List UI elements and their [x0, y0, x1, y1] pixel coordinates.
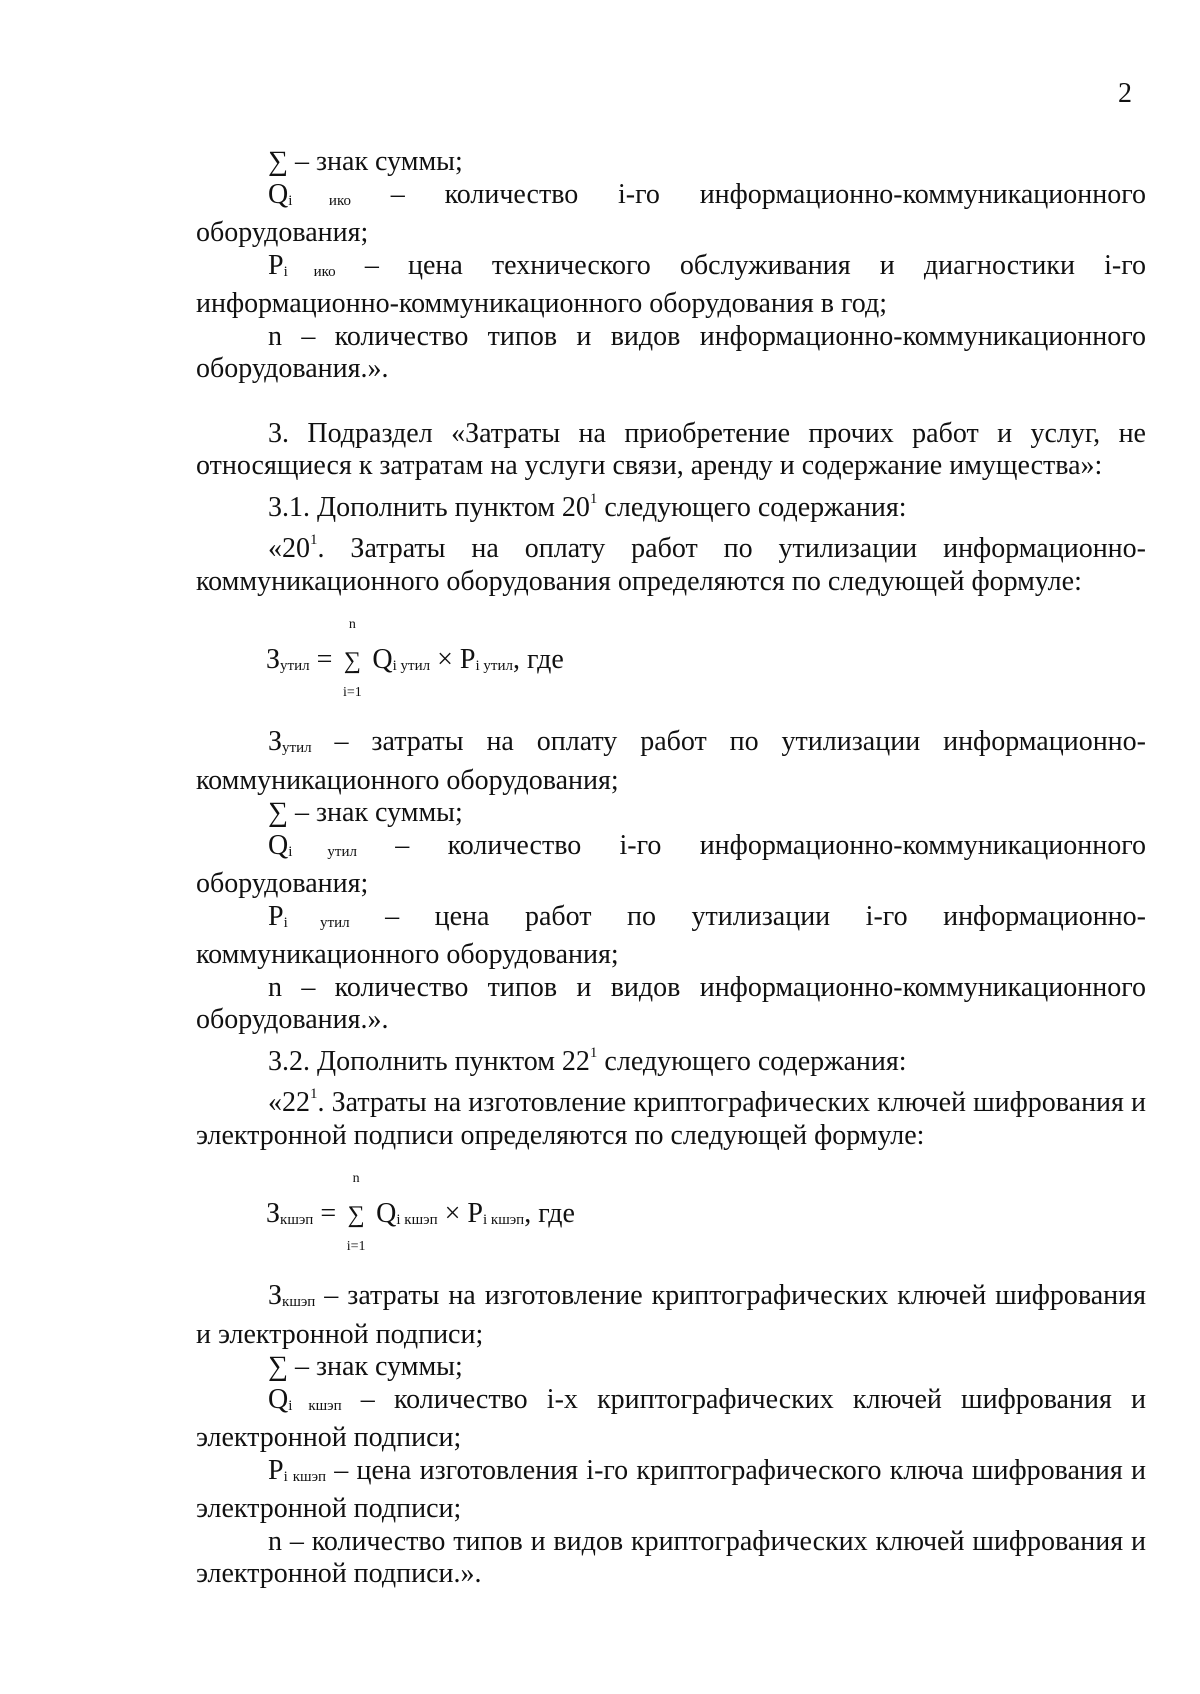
definition-p-iko: [196, 250, 1146, 321]
subsection-3-2: 3.2. Дополнить пунктом $22^1$ следующего содержания:: [268, 1044, 907, 1077]
formula-utilization: $З_{утил}$ = n ∑ i=1 $Q_{i утил} \times P_{i утил}$, где: [266, 617, 564, 700]
definition-text: – количество i-го информационно-коммуникационного оборудования;: [196, 178, 1146, 248]
definition-p-kshep: $P_{i кшэп}$ – цена изготовления i-го криптографического ключа шифрования и электронной подписи;: [196, 1454, 1146, 1524]
subsection-3-1: 3.1. Дополнить пунктом $20^1$ следующего содержания:: [268, 490, 907, 523]
p-symbol: $P_{i ико}$: [268, 249, 336, 281]
definition-n: n – количество типов и видов информационно-коммуникационного оборудования.».: [196, 320, 1146, 384]
definition-text: – цена технического обслуживания и диагностики i-го информационно-коммуникационного оборудования в год;: [196, 249, 1146, 319]
item-20-1-intro: «$20^1$. Затраты на оплату работ по утилизации информационно-коммуникационного оборудования определяются по следующей формуле:: [196, 532, 1146, 597]
definition-z-util: $З_{утил}$ – затраты на оплату работ по утилизации информационно-коммуникационного оборудования;: [196, 726, 1146, 796]
definition-sum-sign: ∑ – знак суммы;: [268, 1351, 463, 1382]
definition-n: n – количество типов и видов информационно-коммуникационного оборудования.».: [196, 971, 1146, 1035]
sigma-symbol: ∑: [268, 1351, 288, 1382]
sigma-symbol: ∑: [268, 797, 288, 828]
definition-p-util: $P_{i утил}$ – цена работ по утилизации i-го информационно-коммуникационного оборудования;: [196, 900, 1146, 970]
section-3-heading: 3. Подраздел «Затраты на приобретение прочих работ и услуг, не относящиеся к затратам на услуги связи, аренду и содержание имущества»:: [196, 417, 1146, 481]
item-22-1-intro: «$22^1$. Затраты на изготовление криптографических ключей шифрования и электронной подписи определяются по следующей формуле:: [196, 1086, 1146, 1151]
definition-q-util: $Q_{i утил}$ – количество i-го информационно-коммуникационного оборудования;: [196, 829, 1146, 899]
definition-z-kshep: $З_{кшэп}$ – затраты на изготовление криптографических ключей шифрования и электронной подписи;: [196, 1280, 1146, 1350]
page-number: 2: [1118, 78, 1132, 109]
q-symbol: $Q_{i ико}$: [268, 178, 351, 210]
sigma-symbol: ∑: [268, 146, 288, 177]
sigma-operator: n ∑ i=1: [346, 1171, 366, 1254]
definition-q-kshep: $Q_{i кшэп}$ – количество i-х криптографических ключей шифрования и электронной подписи;: [196, 1383, 1146, 1453]
formula-crypto-keys: $З_{кшэп}$ = n ∑ i=1 $Q_{i кшэп} \times P_{i кшэп}$, где: [266, 1171, 575, 1254]
definition-sum-sign: ∑ – знак суммы;: [268, 797, 463, 828]
definition-text: – знак суммы;: [287, 146, 463, 177]
sigma-operator: n ∑ i=1: [343, 617, 362, 700]
definition-sum-sign: [196, 146, 1146, 179]
definition-q-iko: [196, 179, 1146, 250]
definition-n: n – количество типов и видов криптографических ключей шифрования и электронной подписи.».: [196, 1525, 1146, 1589]
document-body: [196, 146, 1146, 1591]
